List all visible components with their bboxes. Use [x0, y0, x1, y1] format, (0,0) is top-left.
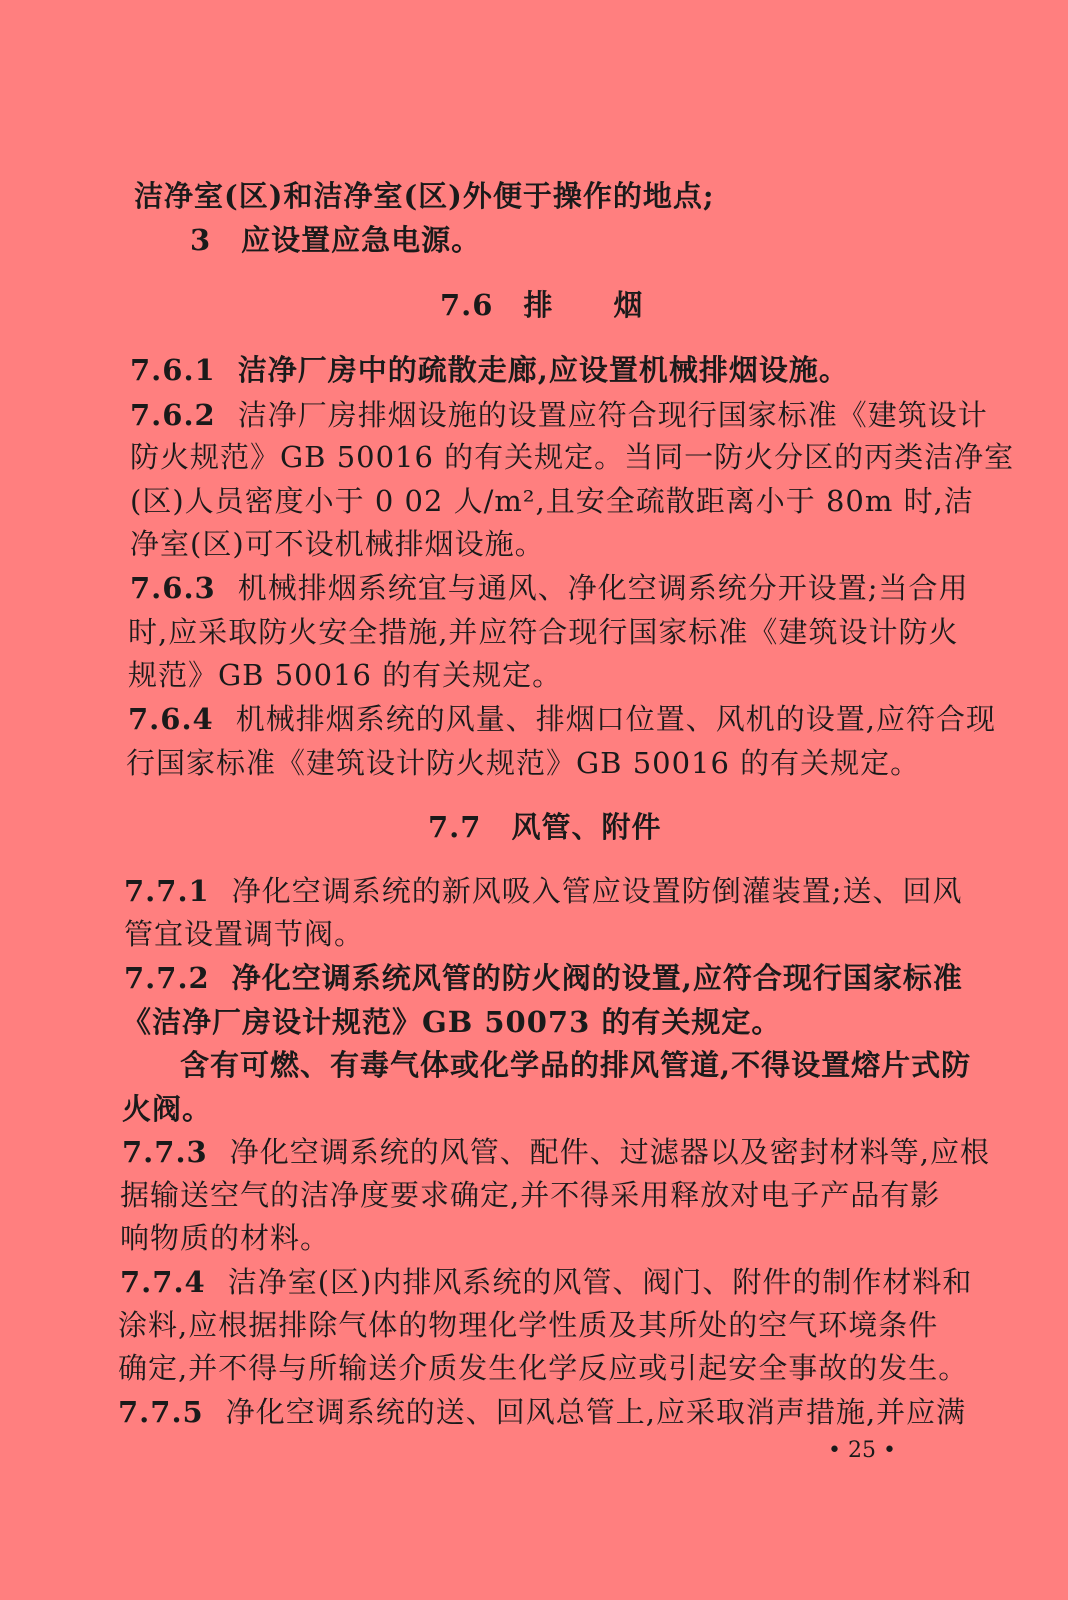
text-line: (区)人员密度小于 0 02 人/m²,且安全疏散距离小于 80m 时,洁 — [130, 484, 974, 518]
clause-text: 机械排烟系统的风量、排烟口位置、风机的设置,应符合现 — [235, 702, 996, 736]
text-line: 《洁净厂房设计规范》GB 50073 的有关规定。 — [122, 1005, 782, 1039]
clause-number: 7.7.5 — [118, 1395, 204, 1429]
section-heading-7-7 — [428, 807, 661, 847]
clause-number: 7.7.2 — [124, 961, 210, 995]
clause-7-6-1 — [130, 350, 849, 390]
text-line: 3 应设置应急电源。 — [190, 223, 482, 257]
clause-7-6-4 — [128, 699, 996, 739]
clause-7-7-2 — [124, 958, 963, 998]
clause-text: 净化空调系统风管的防火阀的设置,应符合现行国家标准 — [231, 961, 963, 995]
clause-number: 7.6.1 — [130, 353, 216, 387]
section-number: 7.7 — [428, 810, 482, 844]
section-title: 风管、附件 — [511, 810, 662, 844]
text-line: 含有可燃、有毒气体或化学品的排风管道,不得设置熔片式防 — [180, 1048, 972, 1082]
clause-7-7-1 — [124, 871, 963, 911]
clause-number: 7.7.1 — [124, 874, 210, 908]
clause-number: 7.6.2 — [130, 398, 216, 432]
text-line: 管宜设置调节阀。 — [124, 917, 365, 951]
clause-number: 7.7.3 — [122, 1135, 208, 1169]
clause-7-6-2 — [130, 395, 988, 435]
text-line: 行国家标准《建筑设计防火规范》GB 50016 的有关规定。 — [126, 746, 921, 780]
clause-number: 7.7.4 — [120, 1265, 206, 1299]
clause-number: 7.6.3 — [130, 571, 216, 605]
clause-text: 洁净室(区)内排风系统的风管、阀门、附件的制作材料和 — [227, 1265, 973, 1299]
text-line: 时,应采取防火安全措施,并应符合现行国家标准《建筑设计防火 — [128, 615, 959, 649]
clause-text: 洁净厂房中的疏散走廊,应设置机械排烟设施。 — [237, 353, 849, 387]
text-line: 火阀。 — [122, 1092, 213, 1126]
text-line: 确定,并不得与所输送介质发生化学反应或引起安全事故的发生。 — [118, 1351, 969, 1385]
clause-number: 7.6.4 — [128, 702, 214, 736]
section-title: 排 烟 — [523, 288, 644, 322]
text-line: 防火规范》GB 50016 的有关规定。当同一防火分区的丙类洁净室 — [130, 440, 1015, 474]
clause-text: 净化空调系统的送、回风总管上,应采取消声措施,并应满 — [225, 1395, 967, 1429]
clause-7-7-4 — [120, 1262, 972, 1302]
clause-7-7-3 — [122, 1132, 990, 1172]
page-number: • 25 • — [828, 1438, 896, 1463]
text-line: 响物质的材料。 — [120, 1221, 331, 1255]
text-line: 涂料,应根据排除气体的物理化学性质及其所处的空气环境条件 — [118, 1308, 939, 1342]
text-line: 洁净室(区)和洁净室(区)外便于操作的地点; — [134, 179, 715, 213]
section-heading-7-6 — [440, 285, 643, 325]
clause-text: 净化空调系统的风管、配件、过滤器以及密封材料等,应根 — [229, 1135, 990, 1169]
section-number: 7.6 — [440, 288, 494, 322]
clause-7-6-3 — [130, 568, 969, 608]
clause-text: 净化空调系统的新风吸入管应设置防倒灌装置;送、回风 — [231, 874, 963, 908]
text-line: 据输送空气的洁净度要求确定,并不得采用释放对电子产品有影 — [120, 1178, 941, 1212]
clause-text: 洁净厂房排烟设施的设置应符合现行国家标准《建筑设计 — [237, 398, 988, 432]
clause-text: 机械排烟系统宜与通风、净化空调系统分开设置;当合用 — [237, 571, 969, 605]
text-line: 规范》GB 50016 的有关规定。 — [128, 658, 563, 692]
clause-7-7-5 — [118, 1392, 966, 1432]
text-line: 净室(区)可不设机械排烟设施。 — [130, 527, 545, 561]
